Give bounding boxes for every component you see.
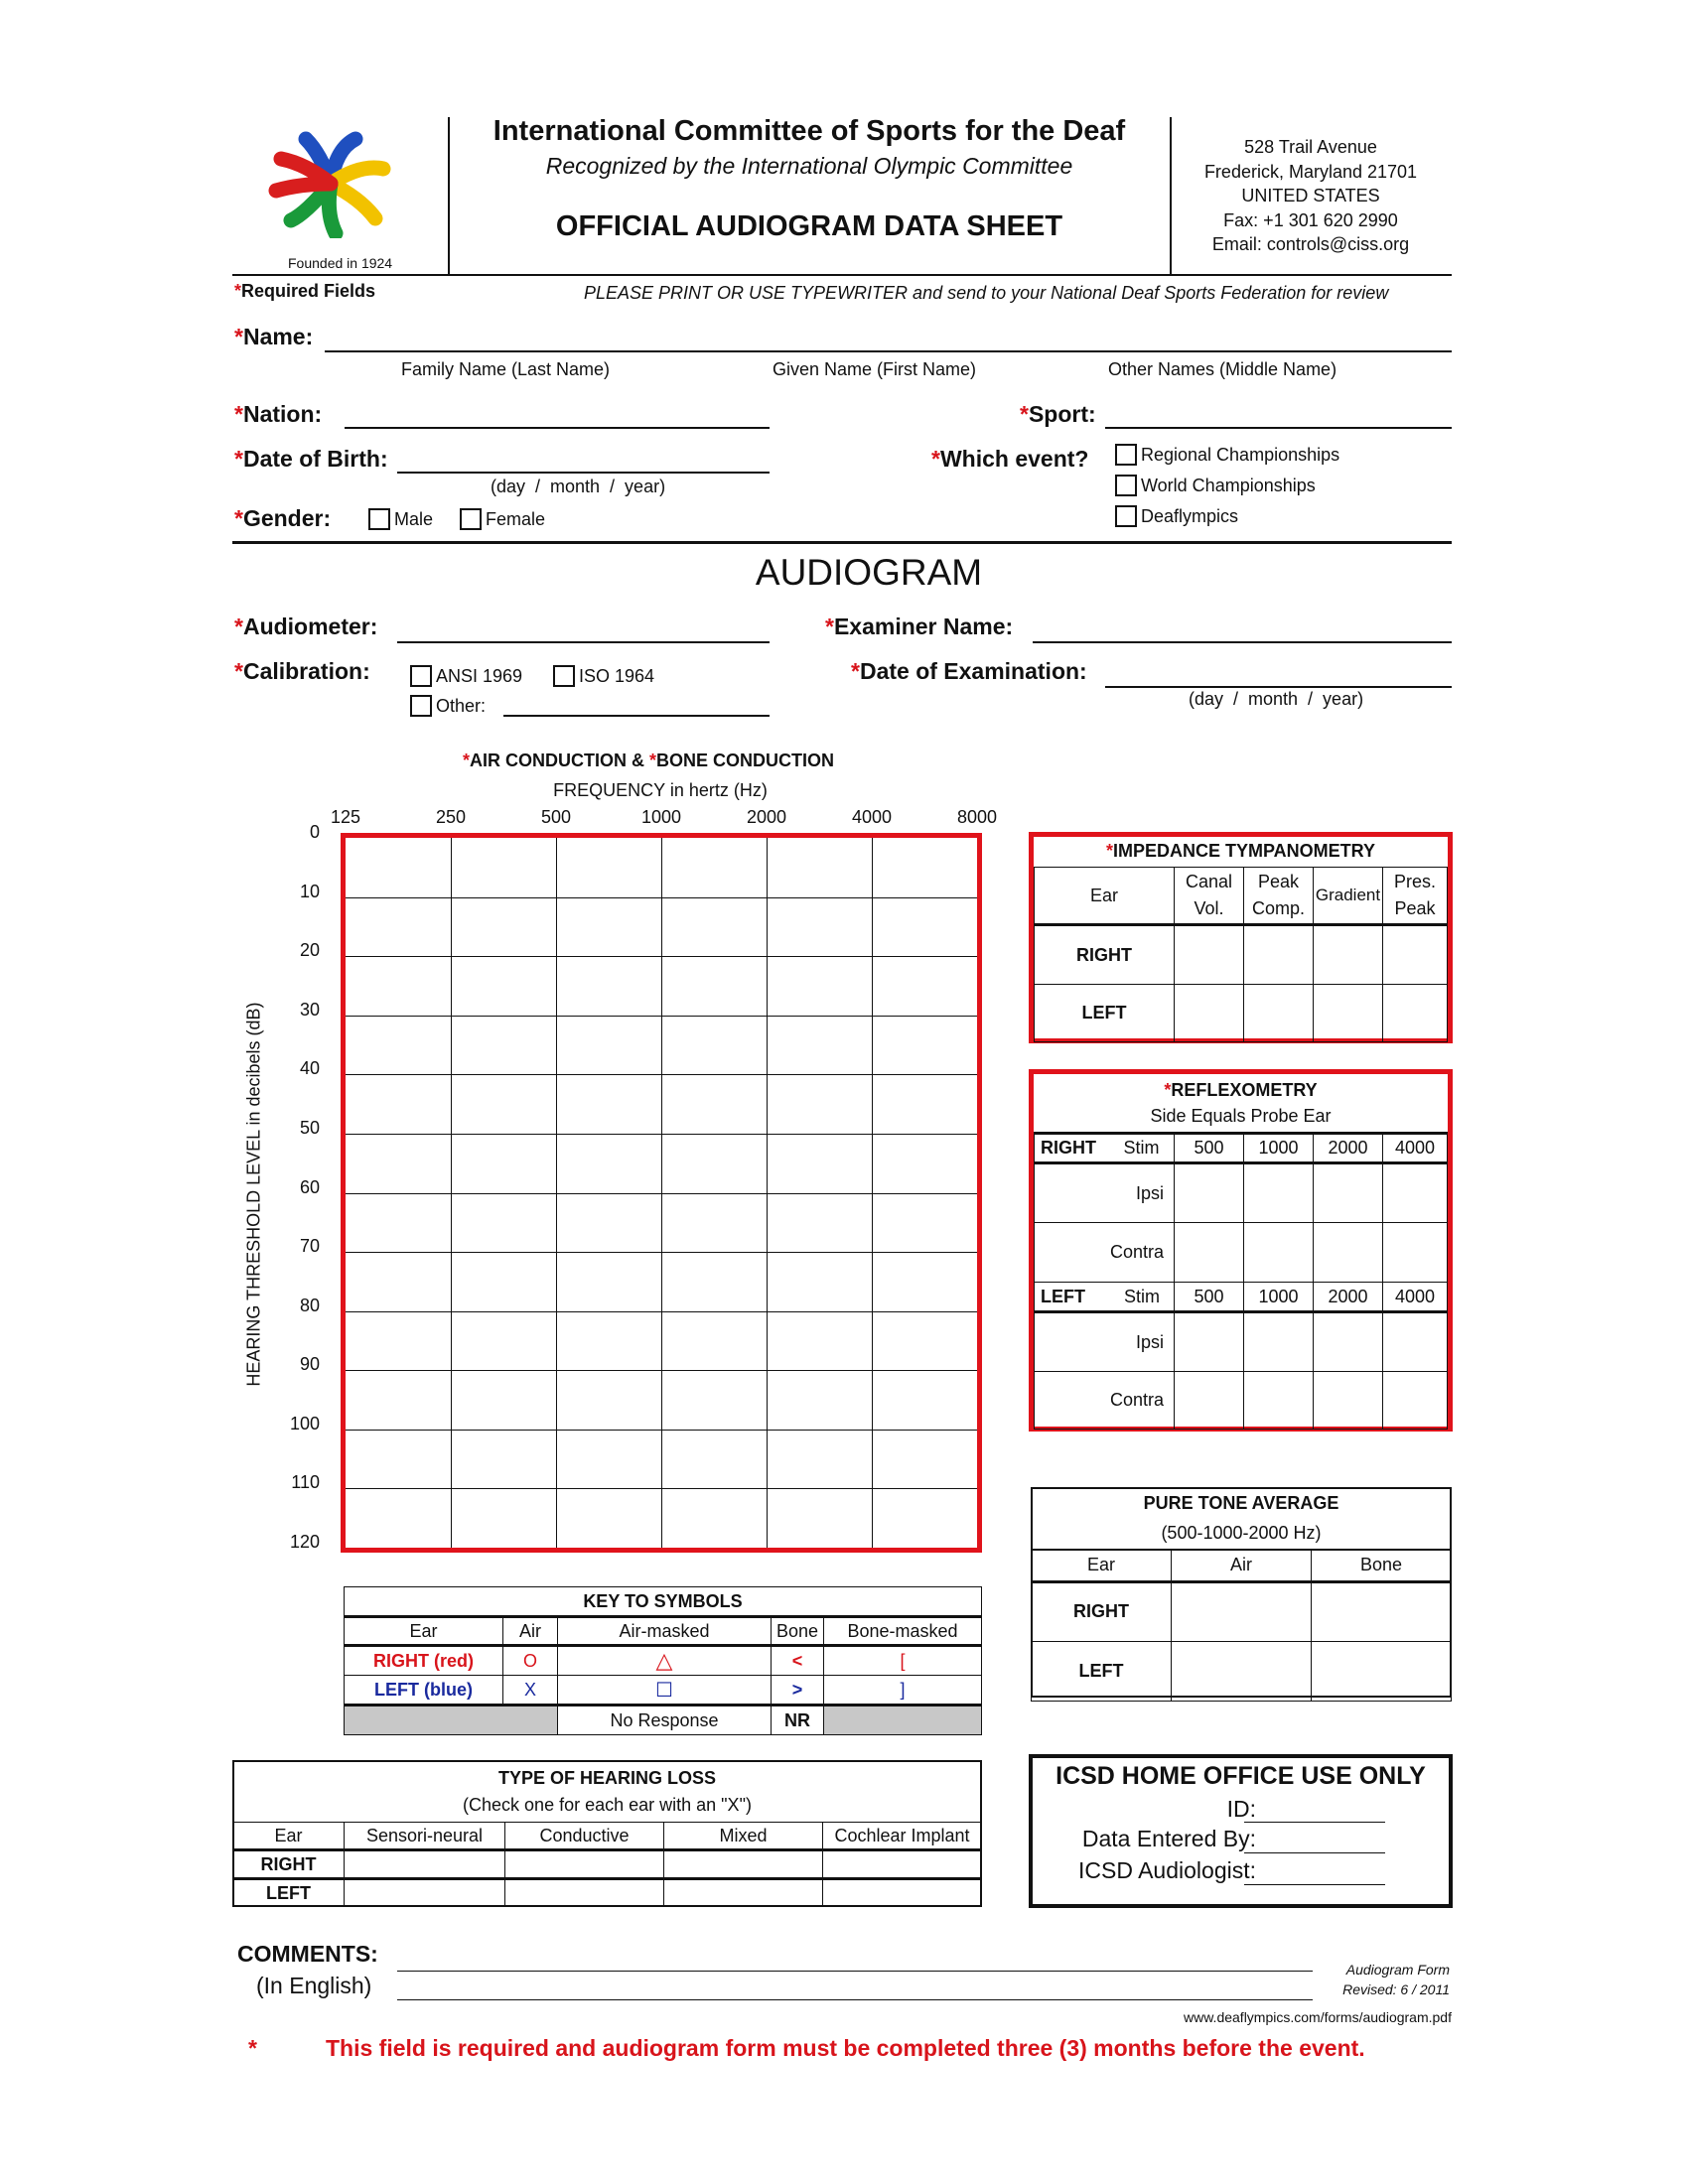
pta-row-right: RIGHT bbox=[1032, 1581, 1172, 1641]
audiogram-title: AUDIOGRAM bbox=[755, 552, 983, 593]
office-audiologist-label: ICSD Audiologist: bbox=[1078, 1857, 1256, 1883]
pta-box bbox=[1031, 1487, 1452, 1698]
reflex-cell[interactable] bbox=[1383, 1372, 1448, 1430]
office-id-field[interactable] bbox=[1244, 1822, 1385, 1823]
hearing-loss-table bbox=[232, 1822, 982, 1907]
frequency-tick-label: 125 bbox=[330, 807, 361, 827]
reflex-left-ipsi: Ipsi bbox=[1035, 1312, 1175, 1372]
header-bottom-rule bbox=[232, 274, 1452, 276]
checkbox[interactable] bbox=[368, 508, 390, 530]
sport-field[interactable] bbox=[1105, 427, 1452, 429]
level-tick-label: 0 bbox=[309, 822, 320, 842]
office-entered-label: Data Entered By: bbox=[1081, 1826, 1256, 1851]
level-tick-label: 80 bbox=[299, 1295, 320, 1315]
key-nr: NR bbox=[772, 1706, 824, 1735]
exam-date-field[interactable] bbox=[1105, 686, 1452, 688]
key-right-bone: < bbox=[772, 1646, 824, 1676]
calibration-option-iso[interactable]: ISO 1964 bbox=[553, 665, 654, 687]
form-url: www.deaflympics.com/forms/audiogram.pdf bbox=[1184, 2009, 1452, 2025]
hearing-loss-title: TYPE OF HEARING LOSS bbox=[497, 1768, 717, 1788]
footer-note: This field is required and audiogram form must be completed three (3) months before the event. bbox=[326, 2035, 1365, 2061]
checkbox[interactable] bbox=[1115, 475, 1137, 496]
level-tick-label: 20 bbox=[299, 940, 320, 961]
reflex-left-stim-row: LEFT Stim bbox=[1035, 1283, 1175, 1312]
loss-cell[interactable] bbox=[505, 1879, 664, 1907]
loss-header-cochlear: Cochlear Implant bbox=[823, 1823, 982, 1850]
reflex-cell[interactable] bbox=[1244, 1163, 1314, 1223]
form-title: OFFICIAL AUDIOGRAM DATA SHEET bbox=[555, 210, 1063, 242]
grid-horizontal-line bbox=[346, 1252, 977, 1253]
frequency-tick-label: 8000 bbox=[956, 807, 998, 827]
office-use-title: ICSD HOME OFFICE USE ONLY bbox=[1055, 1762, 1426, 1790]
reflexometry-subtitle: Side Equals Probe Ear bbox=[1150, 1106, 1332, 1126]
key-left-air: X bbox=[503, 1676, 558, 1706]
grid-horizontal-line bbox=[346, 956, 977, 957]
key-right-air: O bbox=[503, 1646, 558, 1676]
hearing-loss-box bbox=[232, 1760, 982, 1907]
impedance-cell[interactable] bbox=[1244, 985, 1314, 1042]
checkbox[interactable] bbox=[410, 665, 432, 687]
family-name-hint: Family Name (Last Name) bbox=[401, 359, 611, 379]
impedance-header-canal: Canal Vol. bbox=[1175, 868, 1244, 925]
pta-header-air: Air bbox=[1172, 1550, 1312, 1581]
given-name-hint: Given Name (First Name) bbox=[773, 359, 977, 379]
impedance-header-peak: Peak Comp. bbox=[1244, 868, 1314, 925]
impedance-header-ear: Ear bbox=[1035, 868, 1175, 925]
reflex-right-stim-row: RIGHT Stim bbox=[1035, 1134, 1175, 1163]
key-no-response: No Response bbox=[558, 1706, 772, 1735]
loss-cell[interactable] bbox=[664, 1879, 823, 1907]
key-header-bone-masked: Bone-masked bbox=[824, 1617, 982, 1646]
reflex-freq: 500 bbox=[1175, 1283, 1244, 1312]
key-header-air-masked: Air-masked bbox=[558, 1617, 772, 1646]
reflex-cell[interactable] bbox=[1175, 1163, 1244, 1223]
calibration-option-ansi[interactable]: ANSI 1969 bbox=[410, 665, 522, 687]
key-header-air: Air bbox=[503, 1617, 558, 1646]
other-names-hint: Other Names (Middle Name) bbox=[1108, 359, 1337, 379]
reflexometry-table bbox=[1034, 1132, 1448, 1430]
impedance-header-gradient: Gradient bbox=[1314, 868, 1383, 925]
key-empty-cell bbox=[824, 1706, 982, 1735]
grid-horizontal-line bbox=[346, 897, 977, 898]
key-right-ear: RIGHT (red) bbox=[345, 1646, 503, 1676]
grid-horizontal-line bbox=[346, 1370, 977, 1371]
grid-horizontal-line bbox=[346, 1074, 977, 1075]
loss-cell[interactable] bbox=[505, 1850, 664, 1879]
grid-horizontal-line bbox=[346, 1488, 977, 1489]
which-event-label: *Which event? bbox=[931, 446, 1089, 472]
office-entered-field[interactable] bbox=[1244, 1852, 1385, 1853]
checkbox[interactable] bbox=[1115, 444, 1137, 466]
pta-table bbox=[1031, 1549, 1452, 1702]
reflex-cell[interactable] bbox=[1314, 1312, 1383, 1372]
reflex-right-contra: Contra bbox=[1035, 1223, 1175, 1283]
form-name: Audiogram Form bbox=[1345, 1962, 1450, 1978]
pta-cell[interactable] bbox=[1312, 1581, 1452, 1641]
pta-header-ear: Ear bbox=[1032, 1550, 1172, 1581]
header-divider-left bbox=[448, 117, 450, 274]
impedance-cell[interactable] bbox=[1383, 985, 1448, 1042]
email-line: Email: controls@ciss.org bbox=[1211, 234, 1410, 254]
recognized-text: Recognized by the International Olympic Committee bbox=[545, 153, 1073, 179]
reflex-cell[interactable] bbox=[1383, 1163, 1448, 1223]
form-revised: Revised: 6 / 2011 bbox=[1342, 1981, 1450, 1997]
examiner-field[interactable] bbox=[1033, 641, 1452, 643]
grid-horizontal-line bbox=[346, 1134, 977, 1135]
checkbox[interactable] bbox=[410, 695, 432, 717]
key-left-air-masked: ☐ bbox=[558, 1676, 772, 1706]
impedance-table bbox=[1034, 867, 1448, 1042]
impedance-header-pres: Pres. Peak bbox=[1383, 868, 1448, 925]
key-header-bone: Bone bbox=[772, 1617, 824, 1646]
reflex-right-ipsi: Ipsi bbox=[1035, 1163, 1175, 1223]
footer-asterisk: * bbox=[248, 2035, 257, 2061]
calibration-label: *Calibration: bbox=[234, 658, 370, 684]
level-tick-label: 40 bbox=[299, 1058, 320, 1079]
pta-subtitle: (500-1000-2000 Hz) bbox=[1161, 1523, 1322, 1543]
reflex-freq: 4000 bbox=[1383, 1134, 1448, 1163]
pta-cell[interactable] bbox=[1312, 1641, 1452, 1701]
reflex-cell[interactable] bbox=[1175, 1372, 1244, 1430]
frequency-tick-label: 2000 bbox=[746, 807, 787, 827]
reflex-freq: 1000 bbox=[1244, 1134, 1314, 1163]
calibration-option-other[interactable]: Other: bbox=[410, 695, 486, 717]
reflex-freq: 1000 bbox=[1244, 1283, 1314, 1312]
pta-row-left: LEFT bbox=[1032, 1641, 1172, 1701]
impedance-cell[interactable] bbox=[1175, 985, 1244, 1042]
required-fields-note: *Required Fields bbox=[234, 281, 376, 301]
hearing-loss-subtitle: (Check one for each ear with an "X") bbox=[463, 1795, 752, 1815]
address-line: 528 Trail Avenue bbox=[1244, 137, 1377, 157]
key-right-bone-masked: [ bbox=[824, 1646, 982, 1676]
exam-date-hint: (day / month / year) bbox=[1189, 689, 1364, 709]
sport-label: *Sport: bbox=[1020, 401, 1096, 427]
pta-cell[interactable] bbox=[1172, 1581, 1312, 1641]
level-tick-label: 120 bbox=[289, 1532, 320, 1552]
section-rule bbox=[232, 541, 1452, 544]
event-option-world[interactable]: World Championships bbox=[1115, 475, 1316, 496]
grid-horizontal-line bbox=[346, 1311, 977, 1312]
reflex-cell[interactable] bbox=[1244, 1223, 1314, 1283]
reflex-cell[interactable] bbox=[1314, 1163, 1383, 1223]
name-label: *Name: bbox=[234, 324, 314, 349]
reflex-freq: 2000 bbox=[1314, 1134, 1383, 1163]
level-tick-label: 70 bbox=[299, 1236, 320, 1257]
key-header-ear: Ear bbox=[345, 1617, 503, 1646]
level-tick-label: 50 bbox=[299, 1117, 320, 1138]
impedance-row-right: RIGHT bbox=[1035, 925, 1175, 985]
calibration-other-field[interactable] bbox=[503, 715, 770, 717]
office-audiologist-field[interactable] bbox=[1244, 1884, 1385, 1885]
loss-header-sensorineural: Sensori-neural bbox=[345, 1823, 505, 1850]
dob-field[interactable] bbox=[397, 472, 770, 474]
audiometer-field[interactable] bbox=[397, 641, 770, 643]
reflex-cell[interactable] bbox=[1383, 1223, 1448, 1283]
comments-line-2[interactable] bbox=[397, 1999, 1313, 2000]
key-right-air-masked: △ bbox=[558, 1646, 772, 1676]
loss-cell[interactable] bbox=[823, 1879, 982, 1907]
key-title: KEY TO SYMBOLS bbox=[345, 1587, 982, 1617]
reflex-cell[interactable] bbox=[1244, 1312, 1314, 1372]
level-tick-label: 90 bbox=[299, 1354, 320, 1375]
frequency-tick-label: 4000 bbox=[851, 807, 893, 827]
checkbox[interactable] bbox=[553, 665, 575, 687]
key-left-ear: LEFT (blue) bbox=[345, 1676, 503, 1706]
audiometer-label: *Audiometer: bbox=[234, 614, 378, 639]
frequency-tick-label: 1000 bbox=[640, 807, 682, 827]
level-tick-label: 60 bbox=[299, 1176, 320, 1197]
checkbox[interactable] bbox=[460, 508, 482, 530]
level-tick-label: 30 bbox=[299, 999, 320, 1020]
checkbox[interactable] bbox=[1115, 505, 1137, 527]
frequency-axis-label: FREQUENCY in hertz (Hz) bbox=[553, 780, 768, 800]
impedance-box bbox=[1029, 832, 1453, 1043]
impedance-cell[interactable] bbox=[1244, 925, 1314, 985]
reflex-cell[interactable] bbox=[1383, 1312, 1448, 1372]
impedance-cell[interactable] bbox=[1314, 925, 1383, 985]
reflex-freq: 4000 bbox=[1383, 1283, 1448, 1312]
impedance-row-left: LEFT bbox=[1035, 985, 1175, 1042]
address-line: Frederick, Maryland 21701 bbox=[1203, 161, 1418, 182]
event-option-regional[interactable]: Regional Championships bbox=[1115, 444, 1339, 466]
comments-sub: (In English) bbox=[256, 1973, 372, 1998]
reflex-freq: 2000 bbox=[1314, 1283, 1383, 1312]
address-line: UNITED STATES bbox=[1241, 186, 1380, 205]
dob-hint: (day / month / year) bbox=[491, 477, 666, 496]
logo bbox=[266, 129, 395, 238]
icsd-logo-icon bbox=[266, 129, 395, 238]
grid-horizontal-line bbox=[346, 1430, 977, 1431]
gender-option-male[interactable]: Male bbox=[368, 508, 433, 530]
reflex-cell[interactable] bbox=[1175, 1223, 1244, 1283]
frequency-tick-label: 500 bbox=[540, 807, 572, 827]
event-option-deaflympics[interactable]: Deaflympics bbox=[1115, 505, 1238, 527]
name-field[interactable] bbox=[325, 350, 1452, 352]
audiogram-grid[interactable] bbox=[341, 833, 982, 1553]
reflex-cell[interactable] bbox=[1244, 1372, 1314, 1430]
y-axis-label: HEARING THRESHOLD LEVEL in decibels (dB) bbox=[243, 1002, 264, 1387]
examiner-label: *Examiner Name: bbox=[825, 614, 1014, 639]
address-block bbox=[1172, 135, 1450, 257]
key-empty-cell bbox=[345, 1706, 558, 1735]
grid-horizontal-line bbox=[346, 1193, 977, 1194]
loss-row-right: RIGHT bbox=[233, 1850, 345, 1879]
loss-cell[interactable] bbox=[823, 1850, 982, 1879]
loss-header-conductive: Conductive bbox=[505, 1823, 664, 1850]
office-id-label: ID: bbox=[1226, 1796, 1256, 1822]
required-asterisk: * bbox=[234, 281, 242, 301]
loss-cell[interactable] bbox=[345, 1879, 505, 1907]
impedance-title: *IMPEDANCE TYMPANOMETRY bbox=[1105, 841, 1376, 861]
impedance-cell[interactable] bbox=[1383, 925, 1448, 985]
comments-label: COMMENTS: bbox=[237, 1941, 378, 1967]
exam-date-label: *Date of Examination: bbox=[851, 658, 1087, 684]
frequency-tick-label: 250 bbox=[435, 807, 467, 827]
reflex-left-contra: Contra bbox=[1035, 1372, 1175, 1430]
key-left-bone: > bbox=[772, 1676, 824, 1706]
level-tick-label: 10 bbox=[299, 881, 320, 901]
nation-label: *Nation: bbox=[234, 401, 323, 427]
pta-title: PURE TONE AVERAGE bbox=[1143, 1493, 1339, 1513]
print-note: PLEASE PRINT OR USE TYPEWRITER and send to your National Deaf Sports Federation for review bbox=[584, 283, 1389, 303]
grid-horizontal-line bbox=[346, 1016, 977, 1017]
loss-cell[interactable] bbox=[664, 1850, 823, 1879]
reflex-freq: 500 bbox=[1175, 1134, 1244, 1163]
loss-header-mixed: Mixed bbox=[664, 1823, 823, 1850]
gender-label: *Gender: bbox=[234, 505, 332, 531]
loss-cell[interactable] bbox=[345, 1850, 505, 1879]
pta-cell[interactable] bbox=[1172, 1641, 1312, 1701]
key-left-bone-masked: ] bbox=[824, 1676, 982, 1706]
loss-header-ear: Ear bbox=[233, 1823, 345, 1850]
founded-text: Founded in 1924 bbox=[288, 255, 393, 271]
key-to-symbols-table bbox=[344, 1586, 982, 1735]
dob-label: *Date of Birth: bbox=[234, 446, 388, 472]
reflex-cell[interactable] bbox=[1175, 1312, 1244, 1372]
fax-line: Fax: +1 301 620 2990 bbox=[1223, 209, 1398, 230]
level-tick-label: 100 bbox=[289, 1413, 320, 1433]
gender-option-female[interactable]: Female bbox=[460, 508, 545, 530]
impedance-cell[interactable] bbox=[1314, 985, 1383, 1042]
chart-title: *AIR CONDUCTION & *BONE CONDUCTION bbox=[463, 751, 835, 770]
office-use-box bbox=[1029, 1754, 1453, 1908]
reflexometry-title: *REFLEXOMETRY bbox=[1164, 1080, 1318, 1100]
org-name: International Committee of Sports for the Deaf bbox=[492, 115, 1126, 147]
pta-header-bone: Bone bbox=[1312, 1550, 1452, 1581]
comments-line-1[interactable] bbox=[397, 1971, 1313, 1972]
reflex-cell[interactable] bbox=[1314, 1372, 1383, 1430]
level-tick-label: 110 bbox=[291, 1472, 320, 1493]
loss-row-left: LEFT bbox=[233, 1879, 345, 1907]
nation-field[interactable] bbox=[345, 427, 770, 429]
reflex-cell[interactable] bbox=[1314, 1223, 1383, 1283]
impedance-cell[interactable] bbox=[1175, 925, 1244, 985]
reflexometry-box bbox=[1029, 1069, 1453, 1432]
